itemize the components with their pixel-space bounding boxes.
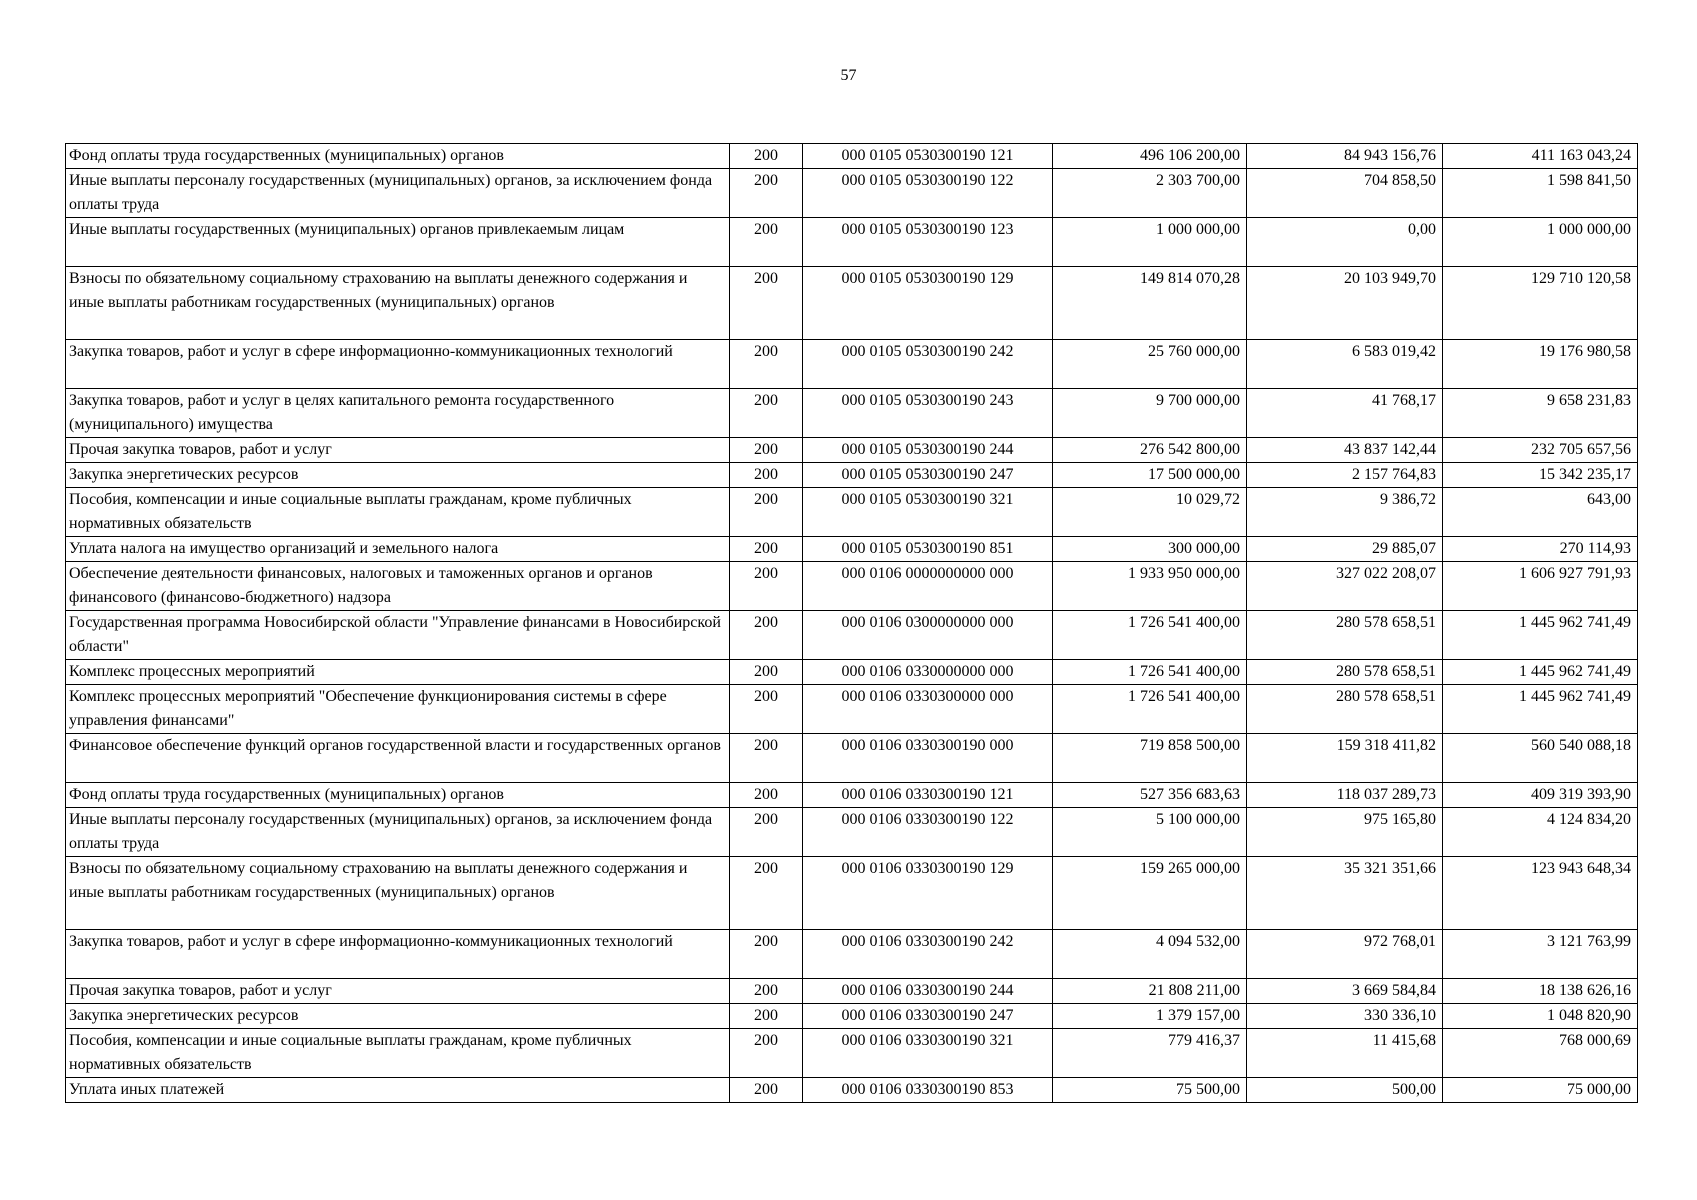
- classification-code-cell: 000 0106 0300000000 000: [803, 611, 1053, 660]
- classification-code-cell: 000 0106 0330300190 244: [803, 979, 1053, 1004]
- expense-name-cell: Государственная программа Новосибирской области "Управление финансами в Новосибирской области": [66, 611, 730, 660]
- table-row: [66, 389, 1638, 438]
- line-code-cell: 200: [730, 783, 803, 808]
- unexecuted-amount-cell: 1 048 820,90: [1443, 1004, 1638, 1029]
- classification-code-cell: 000 0105 0530300190 244: [803, 438, 1053, 463]
- classification-code-cell: 000 0105 0530300190 243: [803, 389, 1053, 438]
- table-row: [66, 734, 1638, 783]
- page-number: 57: [840, 67, 857, 84]
- executed-amount-cell: 118 037 289,73: [1247, 783, 1443, 808]
- unexecuted-amount-cell: 1 445 962 741,49: [1443, 685, 1638, 734]
- approved-amount-cell: 9 700 000,00: [1053, 389, 1247, 438]
- table-row: [66, 685, 1638, 734]
- approved-amount-cell: 149 814 070,28: [1053, 267, 1247, 340]
- expense-name-cell: Пособия, компенсации и иные социальные выплаты гражданам, кроме публичных нормативных обязательств: [66, 488, 730, 537]
- unexecuted-amount-cell: 3 121 763,99: [1443, 930, 1638, 979]
- unexecuted-amount-cell: 1 606 927 791,93: [1443, 562, 1638, 611]
- expense-name-cell: Уплата иных платежей: [66, 1078, 730, 1103]
- classification-code-cell: 000 0106 0330300190 242: [803, 930, 1053, 979]
- unexecuted-amount-cell: 560 540 088,18: [1443, 734, 1638, 783]
- approved-amount-cell: 719 858 500,00: [1053, 734, 1247, 783]
- line-code-cell: 200: [730, 144, 803, 169]
- line-code-cell: 200: [730, 537, 803, 562]
- approved-amount-cell: 527 356 683,63: [1053, 783, 1247, 808]
- executed-amount-cell: 3 669 584,84: [1247, 979, 1443, 1004]
- line-code-cell: 200: [730, 611, 803, 660]
- executed-amount-cell: 41 768,17: [1247, 389, 1443, 438]
- table-row: [66, 267, 1638, 340]
- expense-name-cell: Взносы по обязательному социальному страхованию на выплаты денежного содержания и иные выплаты работникам государственных (муниципальных) органов: [66, 267, 730, 340]
- line-code-cell: 200: [730, 169, 803, 218]
- line-code-cell: 200: [730, 734, 803, 783]
- table-row: [66, 611, 1638, 660]
- expense-name-cell: Иные выплаты государственных (муниципальных) органов привлекаемым лицам: [66, 218, 730, 267]
- table-row: [66, 218, 1638, 267]
- classification-code-cell: 000 0106 0330300190 247: [803, 1004, 1053, 1029]
- expense-name-cell: Обеспечение деятельности финансовых, налоговых и таможенных органов и органов финансового (финансово-бюджетного) надзора: [66, 562, 730, 611]
- executed-amount-cell: 972 768,01: [1247, 930, 1443, 979]
- line-code-cell: 200: [730, 389, 803, 438]
- classification-code-cell: 000 0106 0330000000 000: [803, 660, 1053, 685]
- classification-code-cell: 000 0106 0330300000 000: [803, 685, 1053, 734]
- classification-code-cell: 000 0106 0330300190 129: [803, 857, 1053, 930]
- classification-code-cell: 000 0105 0530300190 121: [803, 144, 1053, 169]
- expense-name-cell: Иные выплаты персоналу государственных (муниципальных) органов, за исключением фонда оплаты труда: [66, 808, 730, 857]
- executed-amount-cell: 0,00: [1247, 218, 1443, 267]
- table-row: [66, 438, 1638, 463]
- classification-code-cell: 000 0106 0330300190 321: [803, 1029, 1053, 1078]
- table-row: [66, 537, 1638, 562]
- classification-code-cell: 000 0105 0530300190 123: [803, 218, 1053, 267]
- expense-name-cell: Закупка товаров, работ и услуг в целях капитального ремонта государственного (муниципального) имущества: [66, 389, 730, 438]
- unexecuted-amount-cell: 4 124 834,20: [1443, 808, 1638, 857]
- classification-code-cell: 000 0106 0330300190 122: [803, 808, 1053, 857]
- table-row: [66, 930, 1638, 979]
- executed-amount-cell: 327 022 208,07: [1247, 562, 1443, 611]
- executed-amount-cell: 84 943 156,76: [1247, 144, 1443, 169]
- executed-amount-cell: 29 885,07: [1247, 537, 1443, 562]
- executed-amount-cell: 280 578 658,51: [1247, 611, 1443, 660]
- executed-amount-cell: 43 837 142,44: [1247, 438, 1443, 463]
- line-code-cell: 200: [730, 1029, 803, 1078]
- unexecuted-amount-cell: 411 163 043,24: [1443, 144, 1638, 169]
- expense-name-cell: Уплата налога на имущество организаций и земельного налога: [66, 537, 730, 562]
- executed-amount-cell: 704 858,50: [1247, 169, 1443, 218]
- approved-amount-cell: 159 265 000,00: [1053, 857, 1247, 930]
- classification-code-cell: 000 0106 0330300190 121: [803, 783, 1053, 808]
- table-row: [66, 562, 1638, 611]
- executed-amount-cell: 11 415,68: [1247, 1029, 1443, 1078]
- unexecuted-amount-cell: 9 658 231,83: [1443, 389, 1638, 438]
- line-code-cell: 200: [730, 218, 803, 267]
- approved-amount-cell: 1 726 541 400,00: [1053, 611, 1247, 660]
- classification-code-cell: 000 0105 0530300190 851: [803, 537, 1053, 562]
- table-row: [66, 857, 1638, 930]
- expense-name-cell: Комплекс процессных мероприятий: [66, 660, 730, 685]
- unexecuted-amount-cell: 75 000,00: [1443, 1078, 1638, 1103]
- approved-amount-cell: 4 094 532,00: [1053, 930, 1247, 979]
- executed-amount-cell: 500,00: [1247, 1078, 1443, 1103]
- unexecuted-amount-cell: 1 445 962 741,49: [1443, 660, 1638, 685]
- table-row: [66, 488, 1638, 537]
- approved-amount-cell: 496 106 200,00: [1053, 144, 1247, 169]
- expense-name-cell: Фонд оплаты труда государственных (муниципальных) органов: [66, 144, 730, 169]
- unexecuted-amount-cell: 409 319 393,90: [1443, 783, 1638, 808]
- line-code-cell: 200: [730, 488, 803, 537]
- expense-name-cell: Закупка товаров, работ и услуг в сфере информационно-коммуникационных технологий: [66, 340, 730, 389]
- line-code-cell: 200: [730, 340, 803, 389]
- executed-amount-cell: 975 165,80: [1247, 808, 1443, 857]
- unexecuted-amount-cell: 129 710 120,58: [1443, 267, 1638, 340]
- expense-name-cell: Иные выплаты персоналу государственных (муниципальных) органов, за исключением фонда оплаты труда: [66, 169, 730, 218]
- table-row: [66, 1029, 1638, 1078]
- table-row: [66, 169, 1638, 218]
- line-code-cell: 200: [730, 562, 803, 611]
- approved-amount-cell: 75 500,00: [1053, 1078, 1247, 1103]
- table-row: [66, 340, 1638, 389]
- classification-code-cell: 000 0105 0530300190 321: [803, 488, 1053, 537]
- approved-amount-cell: 21 808 211,00: [1053, 979, 1247, 1004]
- executed-amount-cell: 2 157 764,83: [1247, 463, 1443, 488]
- unexecuted-amount-cell: 643,00: [1443, 488, 1638, 537]
- classification-code-cell: 000 0105 0530300190 122: [803, 169, 1053, 218]
- classification-code-cell: 000 0106 0000000000 000: [803, 562, 1053, 611]
- line-code-cell: 200: [730, 979, 803, 1004]
- line-code-cell: 200: [730, 685, 803, 734]
- approved-amount-cell: 1 726 541 400,00: [1053, 685, 1247, 734]
- unexecuted-amount-cell: 123 943 648,34: [1443, 857, 1638, 930]
- line-code-cell: 200: [730, 463, 803, 488]
- unexecuted-amount-cell: 19 176 980,58: [1443, 340, 1638, 389]
- executed-amount-cell: 159 318 411,82: [1247, 734, 1443, 783]
- approved-amount-cell: 1 726 541 400,00: [1053, 660, 1247, 685]
- line-code-cell: 200: [730, 267, 803, 340]
- executed-amount-cell: 280 578 658,51: [1247, 660, 1443, 685]
- table-row: [66, 144, 1638, 169]
- approved-amount-cell: 5 100 000,00: [1053, 808, 1247, 857]
- executed-amount-cell: 330 336,10: [1247, 1004, 1443, 1029]
- expense-name-cell: Закупка товаров, работ и услуг в сфере информационно-коммуникационных технологий: [66, 930, 730, 979]
- approved-amount-cell: 276 542 800,00: [1053, 438, 1247, 463]
- table-row: [66, 1004, 1638, 1029]
- classification-code-cell: 000 0105 0530300190 247: [803, 463, 1053, 488]
- table-row: [66, 783, 1638, 808]
- classification-code-cell: 000 0105 0530300190 129: [803, 267, 1053, 340]
- line-code-cell: 200: [730, 930, 803, 979]
- line-code-cell: 200: [730, 1004, 803, 1029]
- expense-name-cell: Прочая закупка товаров, работ и услуг: [66, 438, 730, 463]
- expense-name-cell: Пособия, компенсации и иные социальные выплаты гражданам, кроме публичных нормативных обязательств: [66, 1029, 730, 1078]
- executed-amount-cell: 280 578 658,51: [1247, 685, 1443, 734]
- unexecuted-amount-cell: 15 342 235,17: [1443, 463, 1638, 488]
- unexecuted-amount-cell: 18 138 626,16: [1443, 979, 1638, 1004]
- approved-amount-cell: 1 379 157,00: [1053, 1004, 1247, 1029]
- unexecuted-amount-cell: 232 705 657,56: [1443, 438, 1638, 463]
- executed-amount-cell: 20 103 949,70: [1247, 267, 1443, 340]
- executed-amount-cell: 6 583 019,42: [1247, 340, 1443, 389]
- line-code-cell: 200: [730, 808, 803, 857]
- line-code-cell: 200: [730, 438, 803, 463]
- table-row: [66, 979, 1638, 1004]
- line-code-cell: 200: [730, 660, 803, 685]
- table-row: [66, 1078, 1638, 1103]
- expense-name-cell: Закупка энергетических ресурсов: [66, 463, 730, 488]
- approved-amount-cell: 300 000,00: [1053, 537, 1247, 562]
- approved-amount-cell: 2 303 700,00: [1053, 169, 1247, 218]
- expense-name-cell: Прочая закупка товаров, работ и услуг: [66, 979, 730, 1004]
- approved-amount-cell: 10 029,72: [1053, 488, 1247, 537]
- classification-code-cell: 000 0106 0330300190 000: [803, 734, 1053, 783]
- unexecuted-amount-cell: 270 114,93: [1443, 537, 1638, 562]
- table-row: [66, 463, 1638, 488]
- unexecuted-amount-cell: 1 000 000,00: [1443, 218, 1638, 267]
- expense-name-cell: Закупка энергетических ресурсов: [66, 1004, 730, 1029]
- budget-execution-table: [65, 143, 1638, 1103]
- approved-amount-cell: 1 000 000,00: [1053, 218, 1247, 267]
- table-body: [66, 144, 1638, 1103]
- line-code-cell: 200: [730, 857, 803, 930]
- expense-name-cell: Финансовое обеспечение функций органов государственной власти и государственных органов: [66, 734, 730, 783]
- expense-name-cell: Комплекс процессных мероприятий "Обеспечение функционирования системы в сфере управления финансами": [66, 685, 730, 734]
- approved-amount-cell: 25 760 000,00: [1053, 340, 1247, 389]
- unexecuted-amount-cell: 768 000,69: [1443, 1029, 1638, 1078]
- classification-code-cell: 000 0105 0530300190 242: [803, 340, 1053, 389]
- approved-amount-cell: 17 500 000,00: [1053, 463, 1247, 488]
- line-code-cell: 200: [730, 1078, 803, 1103]
- expense-name-cell: Взносы по обязательному социальному страхованию на выплаты денежного содержания и иные выплаты работникам государственных (муниципальных) органов: [66, 857, 730, 930]
- table-row: [66, 808, 1638, 857]
- unexecuted-amount-cell: 1 598 841,50: [1443, 169, 1638, 218]
- approved-amount-cell: 779 416,37: [1053, 1029, 1247, 1078]
- classification-code-cell: 000 0106 0330300190 853: [803, 1078, 1053, 1103]
- executed-amount-cell: 9 386,72: [1247, 488, 1443, 537]
- approved-amount-cell: 1 933 950 000,00: [1053, 562, 1247, 611]
- executed-amount-cell: 35 321 351,66: [1247, 857, 1443, 930]
- table-row: [66, 660, 1638, 685]
- expense-name-cell: Фонд оплаты труда государственных (муниципальных) органов: [66, 783, 730, 808]
- unexecuted-amount-cell: 1 445 962 741,49: [1443, 611, 1638, 660]
